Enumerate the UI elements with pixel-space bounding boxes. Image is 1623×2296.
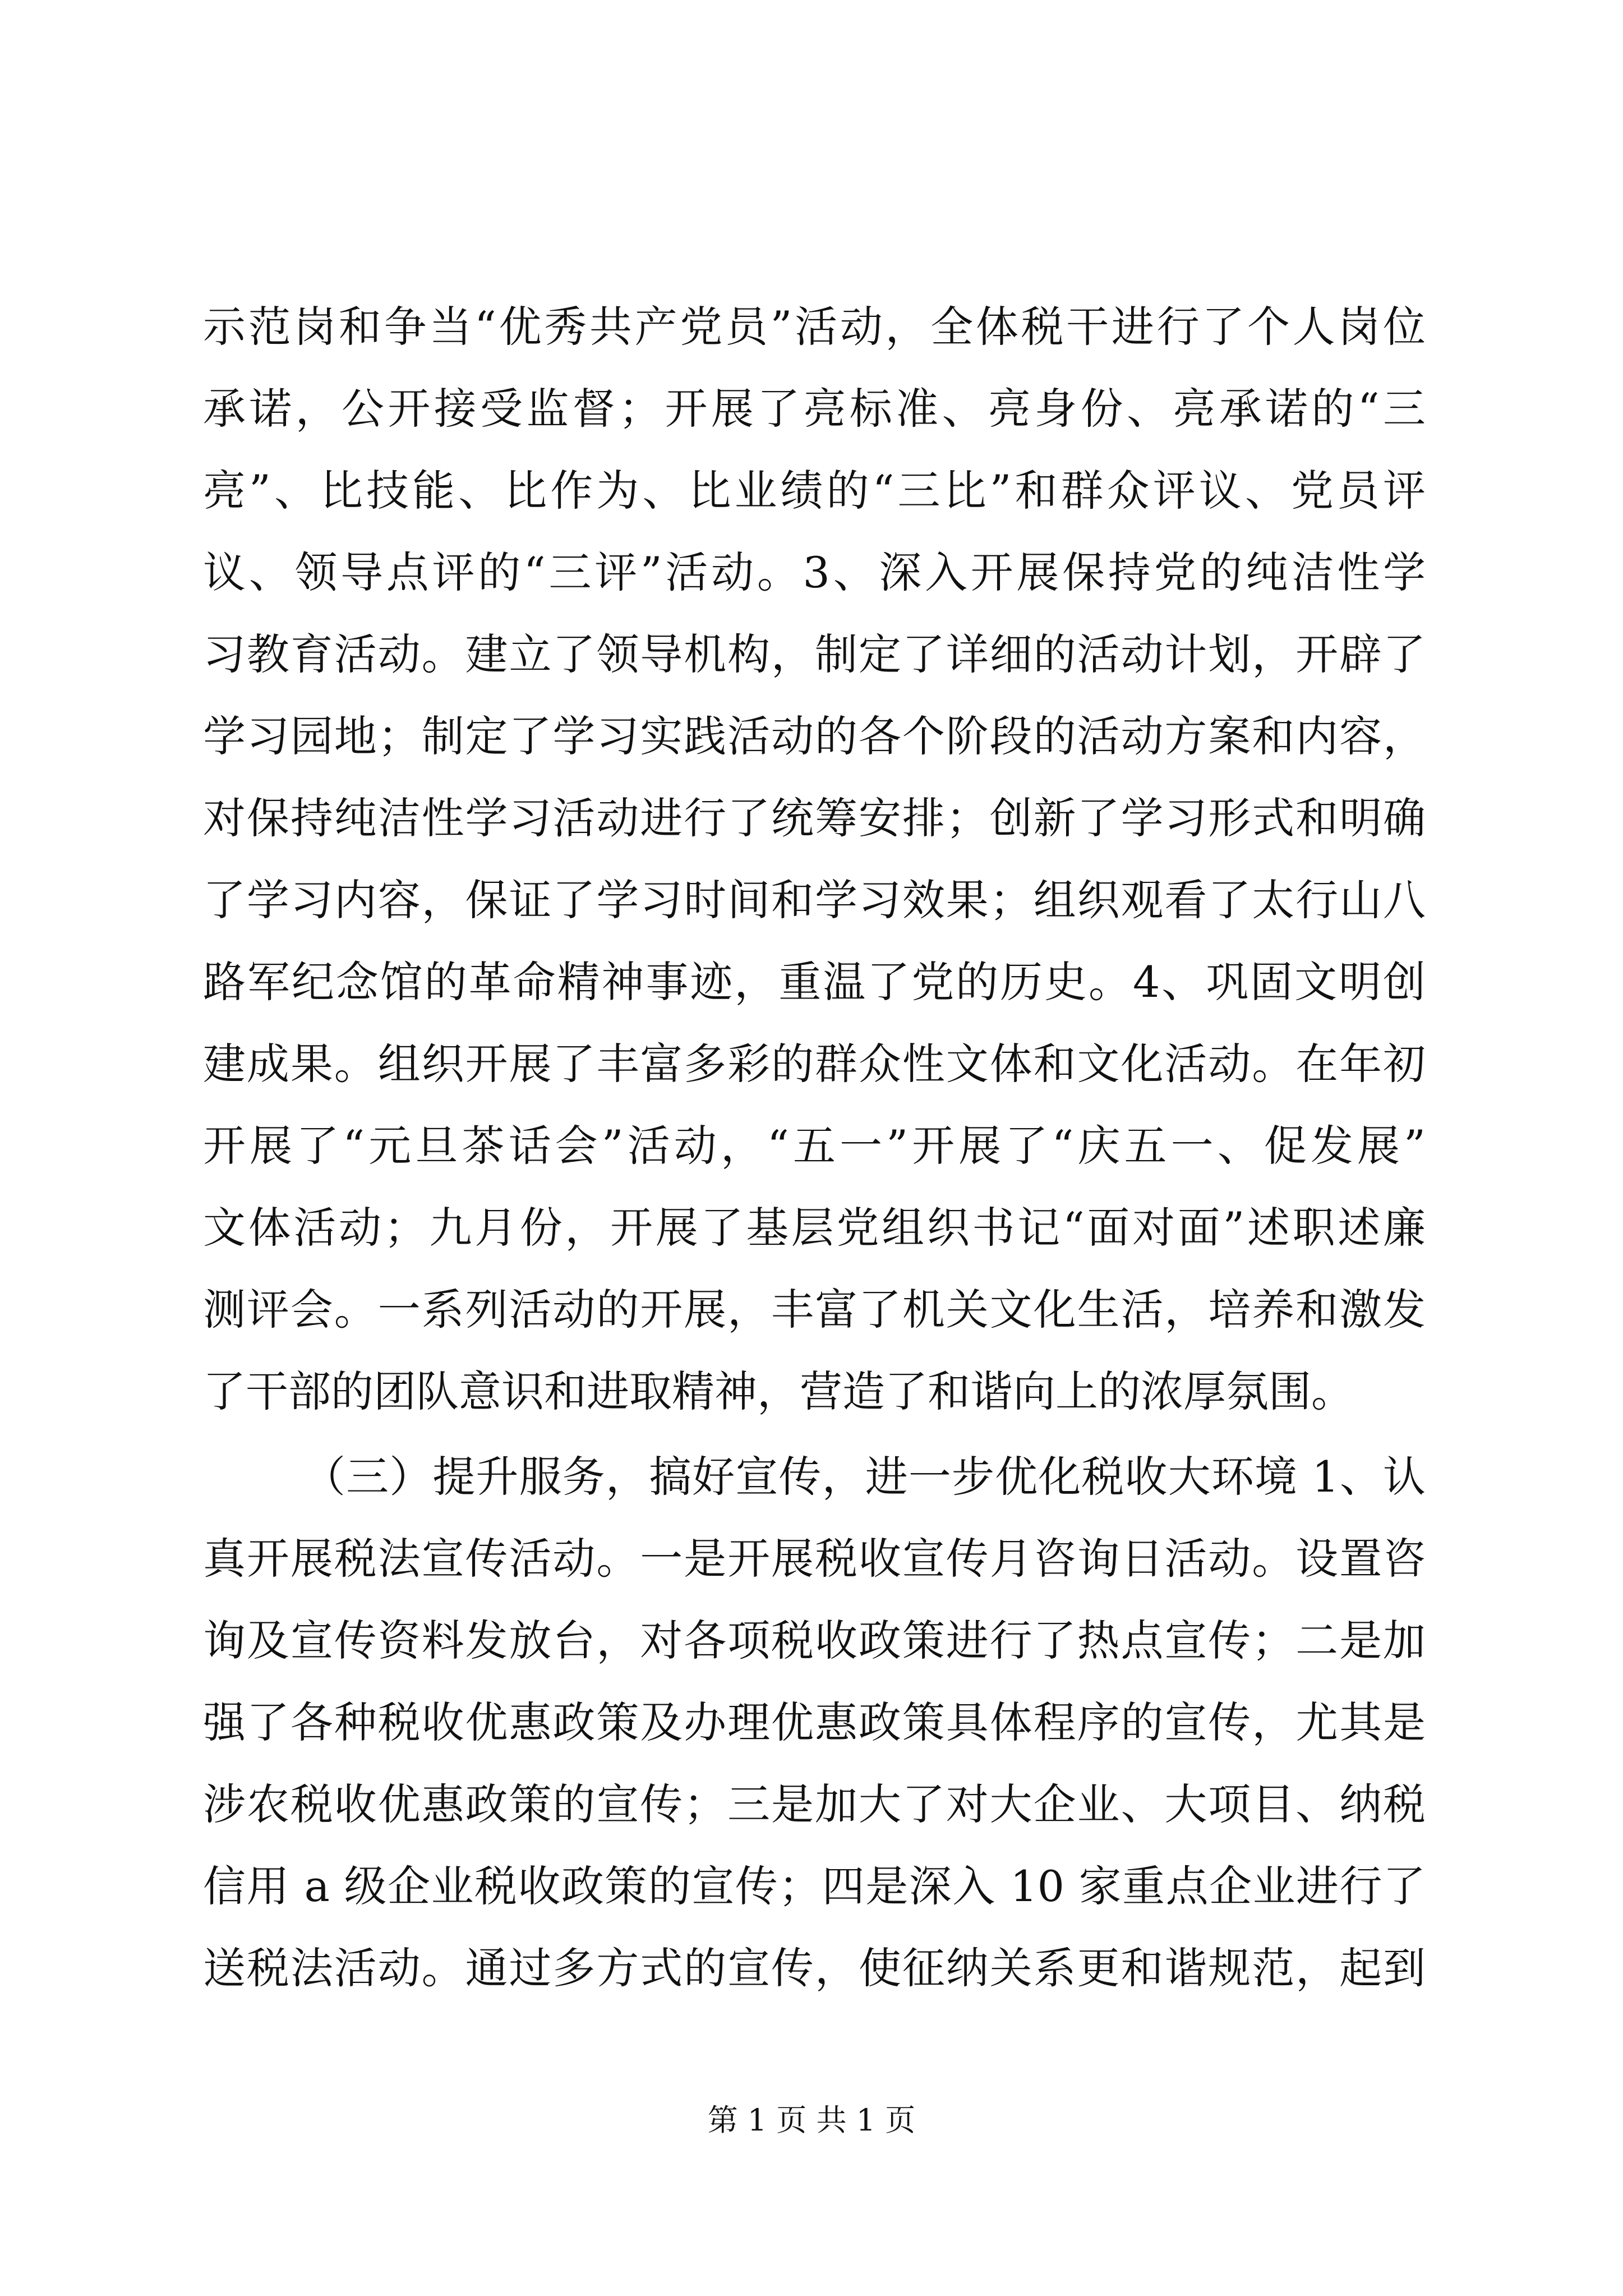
text-line: （三）提升服务，搞好宣传，进一步优化税收大环境 1、认 bbox=[303, 1452, 1426, 1502]
text-line: 承诺，公开接受监督；开展了亮标准、亮身份、亮承诺的“三 bbox=[203, 384, 1426, 434]
text-line: 路军纪念馆的革命精神事迹，重温了党的历史。4、巩固文明创 bbox=[203, 957, 1426, 1007]
text-line: 示范岗和争当“优秀共产党员”活动，全体税干进行了个人岗位 bbox=[203, 302, 1426, 352]
document-body bbox=[203, 286, 1426, 2009]
text-line: 习教育活动。建立了领导机构，制定了详细的活动计划，开辟了 bbox=[203, 629, 1426, 679]
text-line: 强了各种税收优惠政策及办理优惠政策具体程序的宣传，尤其是 bbox=[203, 1697, 1426, 1747]
text-line: 文体活动；九月份，开展了基层党组织书记“面对面”述职述廉 bbox=[203, 1203, 1426, 1253]
text-line: 学习园地；制定了学习实践活动的各个阶段的活动方案和内容， bbox=[203, 711, 1426, 761]
text-line: 对保持纯洁性学习活动进行了统筹安排；创新了学习形式和明确 bbox=[203, 793, 1426, 843]
text-line: 亮”、比技能、比作为、比业绩的“三比”和群众评议、党员评 bbox=[203, 466, 1426, 516]
paragraph-2 bbox=[203, 1436, 1426, 2009]
text-line: 开展了“元旦茶话会”活动，“五一”开展了“庆五一、促发展” bbox=[203, 1121, 1426, 1171]
text-line: 了干部的团队意识和进取精神，营造了和谐向上的浓厚氛围。 bbox=[203, 1366, 1354, 1416]
text-line: 建成果。组织开展了丰富多彩的群众性文体和文化活动。在年初 bbox=[203, 1039, 1426, 1089]
text-line: 议、领导点评的“三评”活动。3、深入开展保持党的纯洁性学 bbox=[203, 547, 1426, 597]
text-line: 测评会。一系列活动的开展，丰富了机关文化生活，培养和激发 bbox=[203, 1285, 1426, 1335]
text-line: 送税法活动。通过多方式的宣传，使征纳关系更和谐规范，起到 bbox=[203, 1943, 1426, 1993]
text-line: 询及宣传资料发放台，对各项税收政策进行了热点宣传；二是加 bbox=[203, 1616, 1426, 1665]
page-number-footer: 第 1 页 共 1 页 bbox=[707, 2102, 916, 2138]
text-line: 信用 a 级企业税收政策的宣传；四是深入 10 家重点企业进行了 bbox=[203, 1861, 1426, 1911]
text-line: 涉农税收优惠政策的宣传；三是加大了对大企业、大项目、纳税 bbox=[203, 1779, 1426, 1829]
paragraph-1 bbox=[203, 286, 1426, 1433]
text-line: 真开展税法宣传活动。一是开展税收宣传月咨询日活动。设置咨 bbox=[203, 1534, 1426, 1584]
text-line: 了学习内容，保证了学习时间和学习效果；组织观看了太行山八 bbox=[203, 875, 1426, 925]
